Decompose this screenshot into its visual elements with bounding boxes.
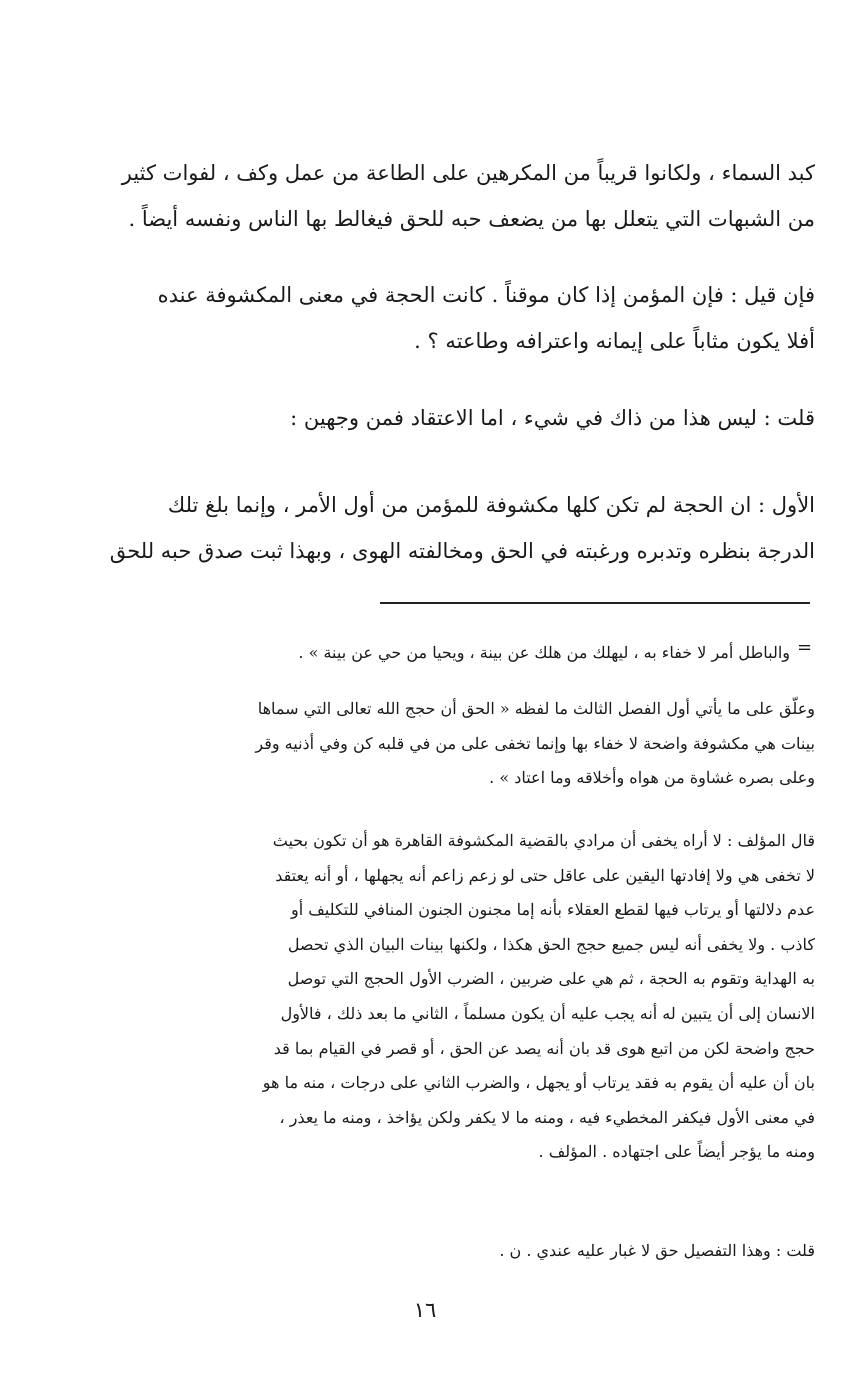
text-line: أفلا يكون مثاباً على إيمانه واعترافه وطاعته ؟ . <box>414 329 815 353</box>
footnote-line: كاذب . ولا يخفى أنه ليس جميع حجج الحق هكذا ، ولكنها بينات البيان الذي تحصل <box>287 934 815 954</box>
footnote-line: بينات هي مكشوفة واضحة لا خفاء بها وإنما تخفى على من في قلبه كن وفي أذنيه وقر <box>255 733 815 753</box>
footnote-separator <box>380 602 810 604</box>
footnote-line: عدم دلالتها أو يرتاب فيها لقطع العقلاء بأنه إما مجنون الجنون المنافي للتكليف أو <box>291 900 815 920</box>
footnote-4 <box>90 1234 815 1269</box>
paragraph-first-point <box>85 482 815 574</box>
text-line: الأول : ان الحجة لم تكن كلها مكشوفة للمؤمن من أول الأمر ، وإنما بلغ تلك <box>167 493 815 517</box>
text-line: فإن قيل : فإن المؤمن إذا كان موقناً . كانت الحجة في معنى المكشوفة عنده <box>157 283 815 307</box>
page-number: ١٦ <box>413 1298 437 1322</box>
paragraph-reply <box>85 395 815 441</box>
paragraph-continuation <box>85 150 815 242</box>
footnote-continuation-mark: = <box>797 637 813 658</box>
footnote-3 <box>90 824 815 1170</box>
footnote-line: وعلّق على ما يأتي أول الفصل الثالث ما لفظه « الحق أن حجج الله تعالى التي سماها <box>257 699 815 718</box>
footnote-line: قلت : وهذا التفصيل حق لا غبار عليه عندي . ن . <box>499 1241 815 1260</box>
text-line: الدرجة بنظره وتدبره ورغبته في الحق ومخالفته الهوى ، وبهذا ثبت صدق حبه للحق <box>109 539 815 563</box>
footnote-line: والباطل أمر لا خفاء به ، ليهلك من هلك عن بينة ، ويحيا من حي عن بينة » . <box>298 643 790 662</box>
footnote-2 <box>90 692 815 796</box>
footnote-1 <box>90 636 790 671</box>
footnote-line: الانسان إلى أن يتبين له أنه يجب عليه أن يكون مسلماً ، الثاني ما بعد ذلك ، فالأول <box>280 1003 815 1023</box>
paragraph-objection <box>85 272 815 364</box>
footnote-line: حجج واضحة لكن من اتبع هوى قد بان أنه يصد عن الحق ، أو قصر في القيام بما قد <box>273 1038 815 1058</box>
footnote-line: لا تخفى هي ولا إفادتها اليقين على عاقل حتى لو زعم زاعم أنه يجهلها ، أو أنه يعتقد <box>275 865 815 885</box>
footnote-line: بان أن عليه أن يقوم به فقد يرتاب أو يجهل ، والضرب الثاني على درجات ، منه ما هو <box>262 1073 815 1093</box>
footnote-line: به الهداية وتقوم به الحجة ، ثم هي على ضربين ، الضرب الأول الحجج التي توصل <box>287 969 815 989</box>
footnote-line: قال المؤلف : لا أراه يخفى أن مرادي بالقضية المكشوفة القاهرة هو أن تكون بحيث <box>272 831 815 850</box>
footnote-line: ومنه ما يؤجر أيضاً على اجتهاده . المؤلف . <box>538 1142 815 1162</box>
text-line: كبد السماء ، ولكانوا قريباً من المكرهين على الطاعة من عمل وكف ، لفوات كثير <box>121 161 815 185</box>
footnote-line: وعلى بصره غشاوة من هواه وأخلاقه وما اعتاد » . <box>489 768 815 788</box>
footnote-line: في معنى الأول فيكفر المخطيء فيه ، ومنه ما لا يكفر ولكن يؤاخذ ، ومنه ما يعذر ، <box>279 1107 815 1127</box>
text-line: قلت : ليس هذا من ذاك في شيء ، اما الاعتقاد فمن وجهين : <box>290 406 815 430</box>
text-line: من الشبهات التي يتعلل بها من يضعف حبه للحق فيغالط بها الناس ونفسه أيضاً . <box>128 207 815 231</box>
